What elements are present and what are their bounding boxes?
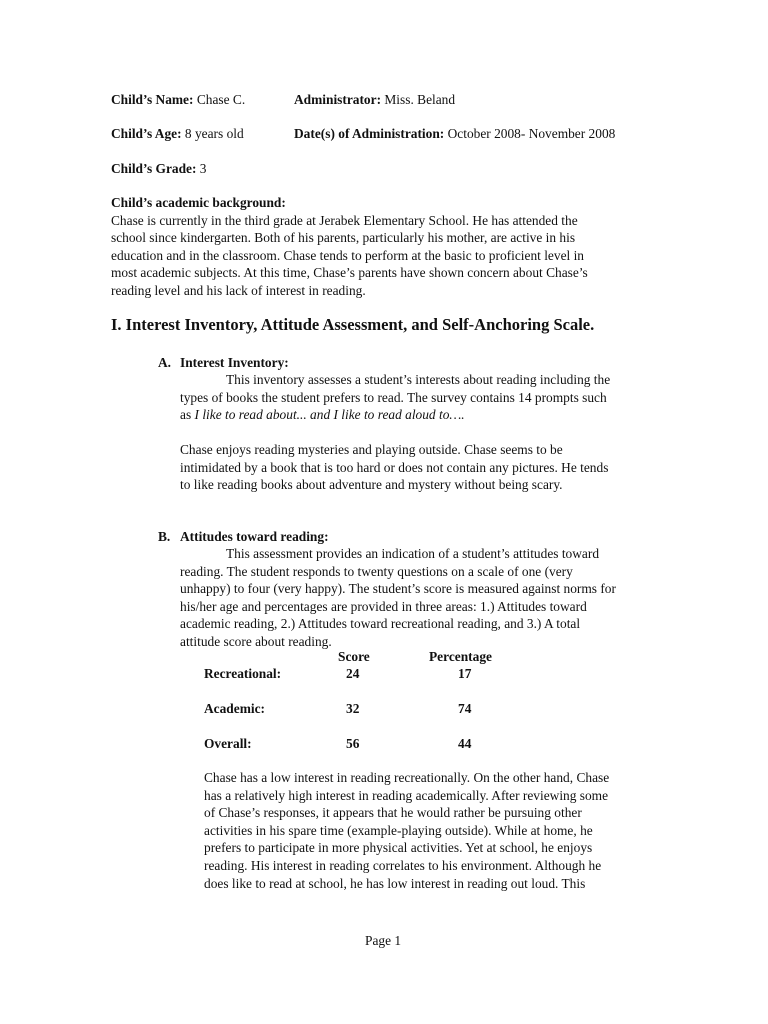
section-b-heading bbox=[158, 528, 170, 546]
section-a-findings bbox=[180, 441, 608, 494]
desc-line: types of books the student prefers to read. The survey contains 14 prompts such bbox=[180, 389, 607, 405]
findings-line: intimidated by a book that is too hard or does not contain any pictures. He tends bbox=[180, 459, 609, 475]
desc-line: his/her age and percentages are provided in three areas: 1.) Attitudes toward bbox=[180, 598, 587, 614]
desc-line: academic reading, 2.) Attitudes toward recreational reading, and 3.) A total bbox=[180, 616, 581, 632]
desc-line: unhappy) to four (very happy). The student’s score is measured against norms for bbox=[180, 581, 616, 597]
row-percentage: 44 bbox=[458, 736, 472, 751]
dates-label: Date(s) of Administration: bbox=[294, 126, 445, 141]
score-header: Score bbox=[338, 649, 370, 664]
findings-line: prefers to participate in more physical activities. Yet at school, he enjoys bbox=[204, 840, 593, 856]
findings-line: activities in his spare time (example-playing outside). While at home, he bbox=[204, 822, 593, 838]
desc-line: reading. The student responds to twenty questions on a scale of one (very bbox=[180, 563, 573, 579]
findings-line: Chase has a low interest in reading recreationally. On the other hand, Chase bbox=[204, 770, 610, 785]
child-name-value: Chase C. bbox=[196, 92, 246, 107]
administrator-label: Administrator: bbox=[294, 92, 382, 107]
findings-line: does like to read at school, he has low interest in reading out loud. This bbox=[204, 875, 586, 891]
section-1-title: I. Interest Inventory, Attitude Assessment, and Self-Anchoring Scale. bbox=[111, 315, 595, 334]
background-line: school since kindergarten. Both of his parents, particularly his mother, are active in his bbox=[111, 230, 576, 246]
section-b-findings bbox=[204, 769, 609, 892]
row-score: 56 bbox=[346, 736, 360, 751]
child-grade-value: 3 bbox=[199, 161, 207, 176]
section-a-marker: A. bbox=[158, 355, 172, 370]
desc-prefix: as bbox=[180, 407, 195, 423]
section-b-title-wrap bbox=[180, 528, 329, 546]
page-number: Page 1 bbox=[365, 933, 402, 948]
findings-line: has a relatively high interest in reading academically. After reviewing some bbox=[204, 787, 609, 803]
desc-line: This assessment provides an indication of a student’s attitudes toward bbox=[226, 546, 600, 561]
dates-value: October 2008- November 2008 bbox=[447, 126, 616, 141]
section-b-description bbox=[180, 545, 616, 651]
dates-line bbox=[294, 125, 615, 143]
row-percentage: 74 bbox=[458, 701, 472, 716]
background-line: most academic subjects. At this time, Chase’s parents have shown concern about Chase’s bbox=[111, 265, 588, 281]
findings-line: to like reading books about adventure and mystery without being scary. bbox=[180, 477, 563, 493]
child-age-line bbox=[111, 125, 244, 143]
row-label: Recreational: bbox=[204, 666, 282, 681]
section-b-title: Attitudes toward reading: bbox=[180, 529, 329, 544]
section-b-marker: B. bbox=[158, 529, 171, 544]
child-grade-line bbox=[111, 160, 207, 178]
row-label: Overall: bbox=[204, 736, 252, 751]
desc-italic-example: I like to read about... and I like to read aloud to…. bbox=[194, 407, 465, 423]
findings-line: of Chase’s responses, it appears that he would rather be pursuing other bbox=[204, 805, 582, 821]
findings-line: reading. His interest in reading correlates to his environment. Although he bbox=[204, 857, 602, 873]
row-label: Academic: bbox=[204, 701, 265, 716]
section-a-description bbox=[180, 371, 610, 424]
administrator-line bbox=[294, 91, 455, 109]
child-name-line bbox=[111, 91, 245, 109]
percentage-header: Percentage bbox=[429, 649, 492, 664]
section-a-title-wrap bbox=[180, 354, 289, 372]
academic-background bbox=[111, 194, 588, 300]
row-score: 32 bbox=[346, 701, 360, 716]
table-row bbox=[204, 735, 504, 753]
findings-line: Chase enjoys reading mysteries and playing outside. Chase seems to be bbox=[180, 442, 563, 457]
row-percentage: 17 bbox=[458, 666, 472, 681]
child-age-label: Child’s Age: bbox=[111, 126, 182, 141]
desc-line-last bbox=[180, 406, 610, 424]
section-a-title: Interest Inventory: bbox=[180, 355, 289, 370]
child-grade-label: Child’s Grade: bbox=[111, 161, 197, 176]
child-age-value: 8 years old bbox=[184, 126, 244, 141]
desc-line: attitude score about reading. bbox=[180, 633, 332, 649]
background-line: reading level and his lack of interest in reading. bbox=[111, 282, 366, 298]
table-row bbox=[204, 665, 504, 683]
row-score: 24 bbox=[346, 666, 360, 681]
background-line: education and in the classroom. Chase tends to perform at the basic to proficient level in bbox=[111, 247, 584, 263]
desc-line: This inventory assesses a student’s interests about reading including the bbox=[226, 372, 611, 387]
table-row bbox=[204, 700, 504, 718]
administrator-value: Miss. Beland bbox=[384, 92, 456, 107]
child-name-label: Child’s Name: bbox=[111, 92, 194, 107]
section-a-heading bbox=[158, 354, 171, 372]
background-heading: Child’s academic background: bbox=[111, 195, 286, 210]
background-line: Chase is currently in the third grade at Jerabek Elementary School. He has attended the bbox=[111, 212, 578, 228]
table-header-row bbox=[204, 648, 504, 666]
